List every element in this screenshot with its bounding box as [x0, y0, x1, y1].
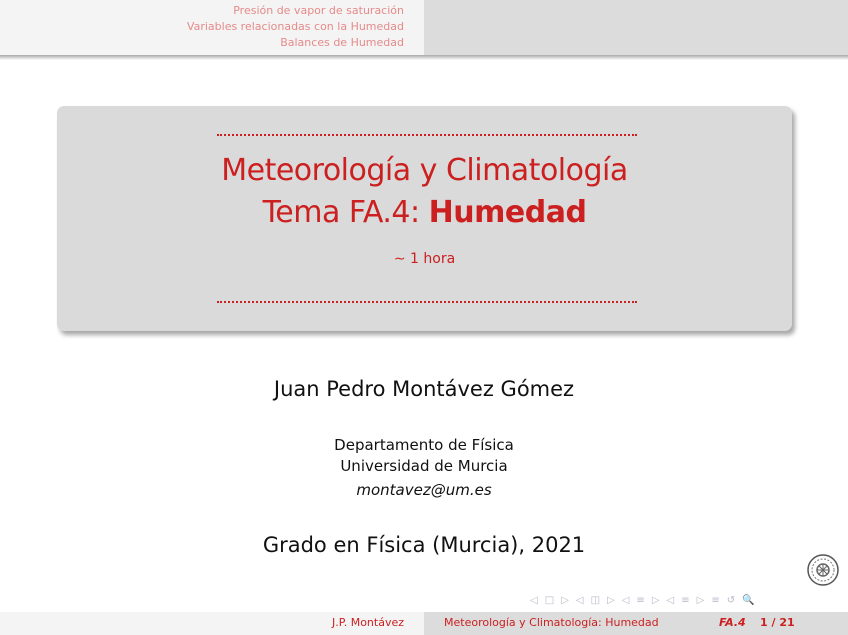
section-link-2[interactable]: Variables relacionadas con la Humedad: [186, 20, 404, 33]
nav-next-section-icon[interactable]: ▷: [651, 594, 660, 606]
nav-prev-doc-icon[interactable]: ◁: [666, 594, 675, 606]
nav-prev-section-icon[interactable]: ◁: [621, 594, 630, 606]
header-right-panel: [424, 0, 848, 55]
page-number: 1 / 21: [760, 616, 795, 629]
footer-left-panel: [0, 612, 424, 635]
title-top-rule: [217, 134, 637, 136]
author-email[interactable]: montavez@um.es: [356, 481, 492, 499]
footer-right-panel: [424, 612, 848, 635]
author-department: Departamento de Física: [334, 436, 514, 454]
nav-prev-subsection-icon[interactable]: ◁: [575, 594, 584, 606]
title-bottom-rule: [217, 301, 637, 303]
nav-frame-icon[interactable]: □: [544, 594, 555, 606]
section-link-3[interactable]: Balances de Humedad: [280, 36, 404, 49]
author-university: Universidad de Murcia: [340, 457, 508, 475]
header-left-panel: [0, 0, 424, 55]
subtitle-topic: Humedad: [428, 195, 587, 230]
section-navigation: [187, 3, 404, 51]
nav-prev-frame-icon[interactable]: ◁: [530, 594, 538, 606]
footer-bar: [0, 612, 848, 635]
subtitle-prefix: Tema FA.4:: [262, 195, 429, 230]
footer-title: Meteorología y Climatología: Humedad: [444, 616, 659, 629]
presentation-title: Meteorología y Climatología: [221, 153, 628, 188]
event-date: Grado en Física (Murcia), 2021: [262, 533, 586, 557]
header-shadow: [0, 55, 848, 60]
nav-section-icon[interactable]: ≡: [636, 594, 645, 606]
nav-subsection-icon[interactable]: ◫: [590, 594, 601, 606]
nav-doc-icon[interactable]: ≡: [681, 594, 690, 606]
nav-search-icon[interactable]: 🔍: [742, 594, 755, 606]
nav-back-icon[interactable]: ↺: [726, 594, 736, 606]
university-seal-icon: [806, 553, 840, 587]
duration-label: ∼ 1 hora: [393, 251, 456, 267]
section-link-1[interactable]: Presión de vapor de saturación: [233, 4, 404, 17]
title-box: [57, 106, 792, 331]
nav-next-frame-icon[interactable]: ▷: [561, 594, 569, 606]
nav-next-subsection-icon[interactable]: ▷: [607, 594, 615, 606]
nav-appendix-icon[interactable]: ≡: [711, 594, 720, 606]
footer-author: J.P. Montávez: [332, 616, 404, 629]
footer-section: FA.4: [719, 616, 746, 629]
nav-next-doc-icon[interactable]: ▷: [696, 594, 705, 606]
header-bar: [0, 0, 848, 55]
author-name: Juan Pedro Montávez Gómez: [273, 377, 575, 401]
presentation-subtitle: [57, 195, 792, 230]
navigation-symbols: [530, 593, 762, 607]
